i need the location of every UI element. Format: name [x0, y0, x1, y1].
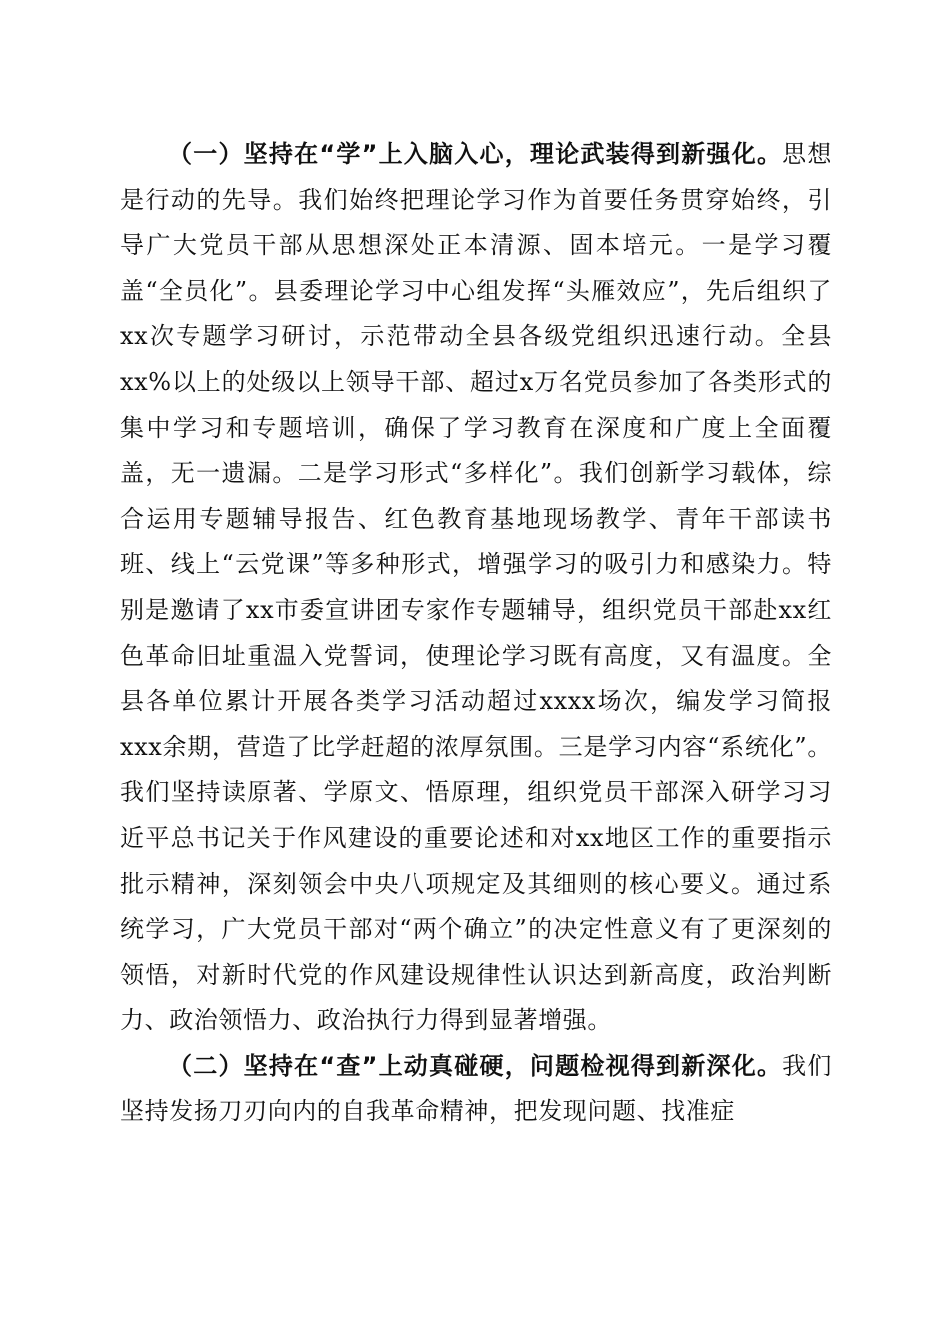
document-body [120, 132, 832, 1135]
paragraph-section-2 [120, 1044, 832, 1135]
section-heading-2: （二）坚持在“查”上动真碰硬，问题检视得到新深化。 [168, 1051, 783, 1080]
section-body-1: 思想是行动的先导。我们始终把理论学习作为首要任务贯穿始终，引导广大党员干部从思想深处正本清源、固本培元。一是学习覆盖“全员化”。县委理论学习中心组发挥“头雁效应”，先后组织了xx次专题学习研讨，示范带动全县各级党组织迅速行动。全县xx%以上的处级以上领导干部、超过x万名党员参加了各类形式的集中学习和专题培训，确保了学习教育在深度和广度上全面覆盖，无一遗漏。二是学习形式“多样化”。我们创新学习载体，综合运用专题辅导报告、红色教育基地现场教学、青年干部读书班、线上“云党课”等多种形式，增强学习的吸引力和感染力。特别是邀请了xx市委宣讲团专家作专题辅导，组织党员干部赴xx红色革命旧址重温入党誓词，使理论学习既有高度，又有温度。全县各单位累计开展各类学习活动超过xxxx场次，编发学习简报xxx余期，营造了比学赶超的浓厚氛围。三是学习内容“系统化”。我们坚持读原著、学原文、悟原理，组织党员干部深入研学习习近平总书记关于作风建设的重要论述和对xx地区工作的重要指示批示精神，深刻领会中央八项规定及其细则的核心要义。通过系统学习，广大党员干部对“两个确立”的决定性意义有了更深刻的领悟，对新时代党的作风建设规律性认识达到新高度，政治判断力、政治领悟力、政治执行力得到显著增强。 [120, 140, 832, 1035]
paragraph-section-1 [120, 132, 832, 1044]
section-heading-1: （一）坚持在“学”上入脑入心，理论武装得到新强化。 [168, 140, 783, 168]
section-body-2: 我们坚持发扬刀刃向内的自我革命精神，把发现问题、找准症 [120, 1051, 832, 1126]
